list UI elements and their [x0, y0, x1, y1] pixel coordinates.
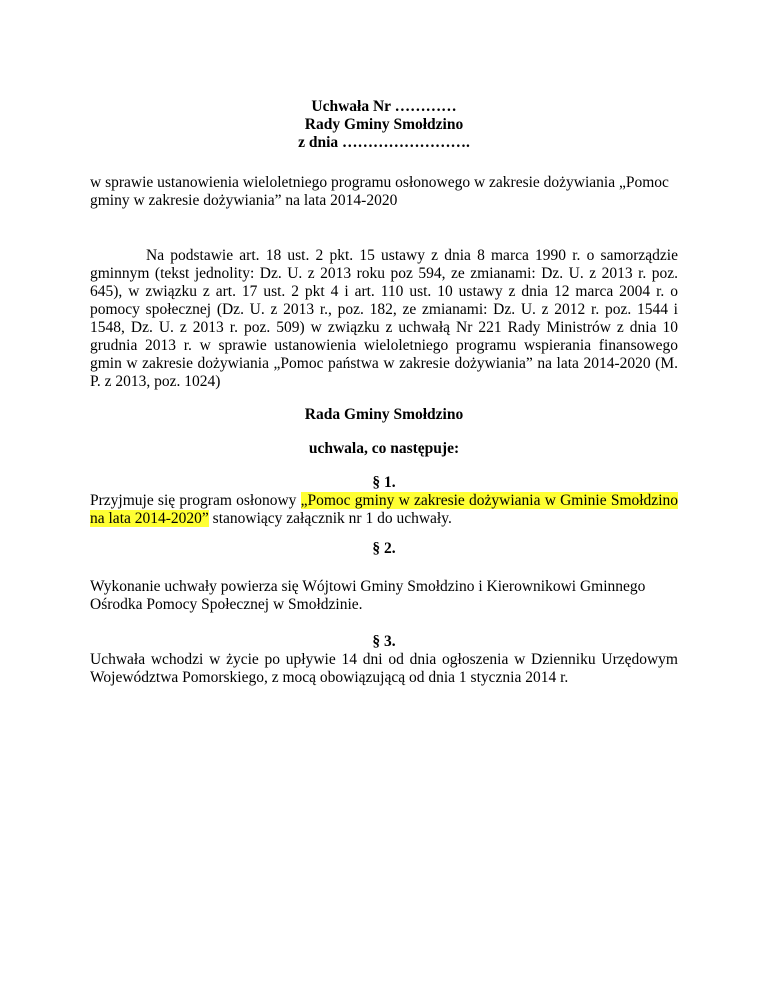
section-3-text: Uchwała wchodzi w życie po upływie 14 dni od dnia ogłoszenia w Dzienniku Urzędowym Województwa Pomorskiego, z mocą obowiązującą od dnia 1 stycznia 2014 r.	[90, 651, 678, 686]
resolution-number: Uchwała Nr …………	[311, 98, 457, 115]
program-name-highlight: „Pomoc gminy w zakresie dożywiania w Gminie Smołdzino na lata 2014-2020”	[90, 492, 678, 527]
resolves-heading: uchwala, co następuje:	[308, 440, 460, 457]
resolution-subject: w sprawie ustanowienia wieloletniego programu osłonowego w zakresie dożywiania „Pomoc gminy w zakresie dożywiania” na lata 2014-2020	[90, 174, 669, 209]
section-1-text	[90, 492, 678, 528]
section-2-heading: § 2.	[372, 540, 396, 557]
resolution-date: z dnia …………………….	[298, 134, 470, 151]
council-heading: Rada Gminy Smołdzino	[304, 406, 464, 423]
document-body	[90, 98, 678, 687]
section-1-heading: § 1.	[372, 474, 396, 491]
section-3-heading: § 3.	[372, 633, 396, 650]
section-1-text-before: Przyjmuje się program osłonowy	[90, 492, 301, 509]
council-name-header: Rady Gminy Smołdzino	[304, 116, 464, 133]
resolution-header	[90, 98, 678, 152]
section-2-text: Wykonanie uchwały powierza się Wójtowi Gminy Smołdzino i Kierownikowi Gminnego Ośrodka Pomocy Społecznej w Smołdzinie.	[90, 578, 646, 613]
section-1-text-after: stanowiący załącznik nr 1 do uchwały.	[208, 510, 452, 527]
legal-basis-paragraph: Na podstawie art. 18 ust. 2 pkt. 15 ustawy z dnia 8 marca 1990 r. o samorządzie gminnym (tekst jednolity: Dz. U. z 2013 roku poz 594, ze zmianami: Dz. U. z 2013 r. poz. 645), w związku z art. 17 ust. 2 pkt 4 i art. 110 ust. 10 ustawy z dnia 12 marca 2004 r. o pomocy społecznej (Dz. U. z 2013 r., poz. 182, ze zmianami: Dz. U. z 2012 r. poz. 1544 i 1548, Dz. U. z 2013 r. poz. 509) w związku z uchwałą Nr 221 Rady Ministrów z dnia 10 grudnia 2013 r. w sprawie ustanowienia wieloletniego programu wspierania finansowego gmin w zakresie dożywiania „Pomoc państwa w zakresie dożywiania” na lata 2014-2020 (M. P. z 2013, poz. 1024)	[90, 247, 678, 390]
